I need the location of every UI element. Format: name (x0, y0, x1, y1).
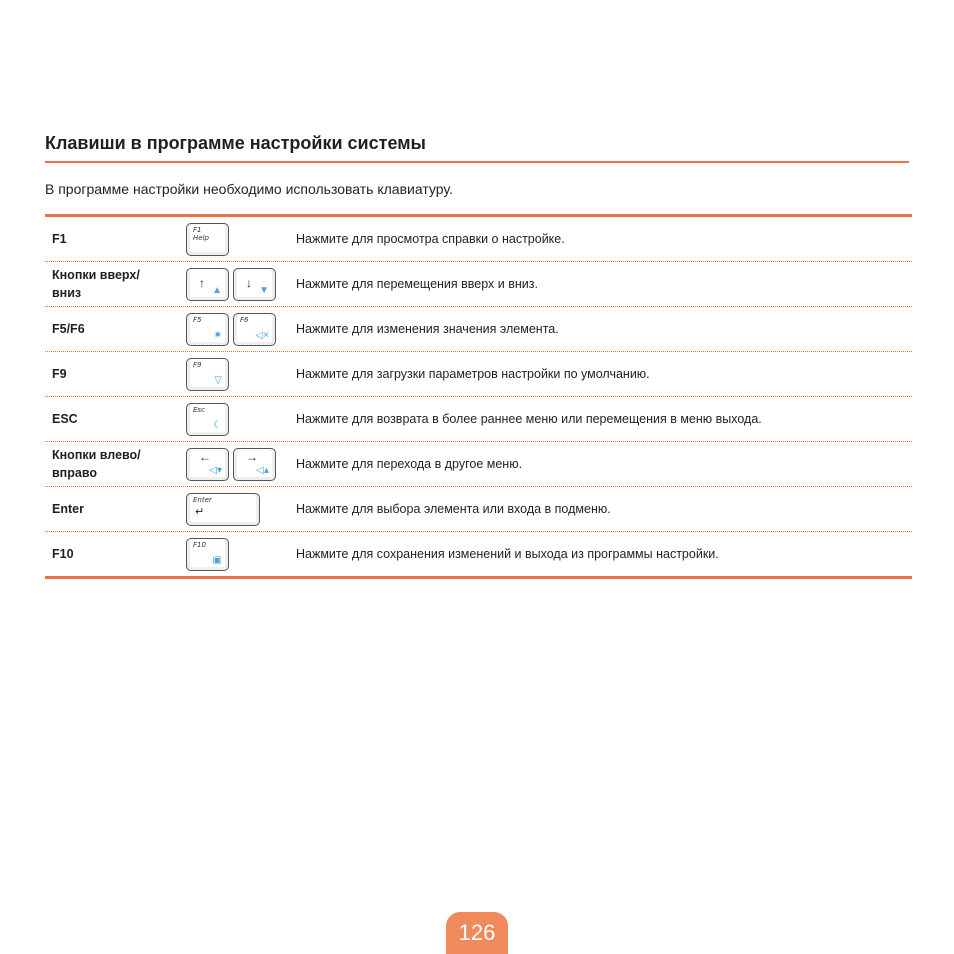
key-name: F1 (52, 232, 67, 246)
left-keycap (186, 448, 229, 481)
keycap-label: F9 (193, 361, 202, 369)
key-description: Нажмите для перемещения вверх и вниз. (296, 277, 538, 291)
up-keycap (186, 268, 229, 301)
table-row (45, 532, 912, 576)
display-icon: ▣ (212, 555, 222, 566)
volume-up-icon: ◁▴ (256, 465, 269, 476)
table-row (45, 442, 912, 487)
brightness-up-icon: ▲ (212, 285, 222, 296)
keycap-label: F10 (193, 541, 206, 549)
key-description: Нажмите для загрузки параметров настройки по умолчанию. (296, 367, 650, 381)
key-image (186, 223, 229, 256)
table-row (45, 487, 912, 532)
key-image (186, 403, 229, 436)
key-image (186, 538, 229, 571)
table-row (45, 307, 912, 352)
f10-keycap (186, 538, 229, 571)
table-row (45, 352, 912, 397)
arrow-left-icon: ← (199, 450, 211, 464)
brightness-down-icon: ▼ (259, 285, 269, 296)
arrow-right-icon: → (246, 450, 258, 464)
page-title: Клавиши в программе настройки системы (45, 133, 426, 153)
keys-table (45, 214, 912, 579)
page-number: 126 (446, 912, 508, 954)
key-name: F10 (52, 547, 74, 561)
sleep-moon-icon: ☾ (213, 420, 222, 431)
key-name: ESC (52, 412, 78, 426)
keycap-label: F1 Help (193, 226, 209, 242)
key-name: Enter (52, 502, 84, 516)
brightness-icon: ✷ (213, 330, 222, 341)
enter-keycap (186, 493, 260, 526)
f5-keycap (186, 313, 229, 346)
down-keycap (233, 268, 276, 301)
key-description: Нажмите для возврата в более раннее меню или перемещения в меню выхода. (296, 412, 762, 426)
key-image (186, 493, 260, 526)
keycap-label: F6 (240, 316, 249, 324)
enter-icon: ↵ (195, 506, 205, 518)
right-keycap (233, 448, 276, 481)
keycap-label: F5 (193, 316, 202, 324)
esc-keycap (186, 403, 229, 436)
keycap-label: Esc (193, 406, 205, 414)
title-divider (45, 161, 909, 163)
key-description: Нажмите для сохранения изменений и выхода из программы настройки. (296, 547, 719, 561)
key-name: Кнопки вверх/ вниз (52, 268, 140, 300)
mute-icon: ◁× (255, 330, 269, 341)
arrow-up-icon: ↑ (199, 276, 205, 290)
intro-text: В программе настройки необходимо использовать клавиатуру. (45, 181, 453, 197)
volume-down-icon: ◁▾ (209, 465, 222, 476)
key-description: Нажмите для изменения значения элемента. (296, 322, 559, 336)
keycap-label: Enter (193, 496, 212, 504)
key-name: F5/F6 (52, 322, 85, 336)
arrow-down-icon: ↓ (246, 276, 252, 290)
key-description: Нажмите для выбора элемента или входа в подменю. (296, 502, 611, 516)
f9-keycap (186, 358, 229, 391)
table-row (45, 217, 912, 262)
triangle-down-icon: ▽ (214, 375, 222, 386)
key-image (186, 313, 276, 346)
key-name: F9 (52, 367, 67, 381)
key-description: Нажмите для перехода в другое меню. (296, 457, 523, 471)
f1-keycap (186, 223, 229, 256)
key-image (186, 448, 276, 481)
f6-keycap (233, 313, 276, 346)
key-image (186, 358, 229, 391)
table-row (45, 397, 912, 442)
key-description: Нажмите для просмотра справки о настройке. (296, 232, 565, 246)
table-row (45, 262, 912, 307)
key-name: Кнопки влево/ вправо (52, 448, 141, 480)
key-image (186, 268, 276, 301)
